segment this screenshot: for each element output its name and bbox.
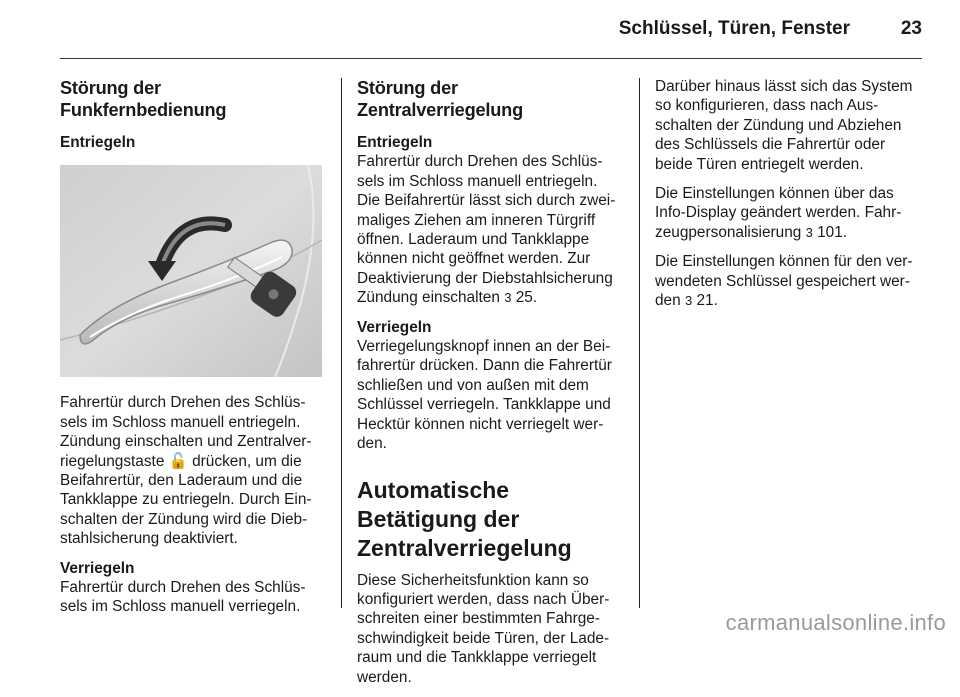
door-handle-key-illustration: [60, 165, 322, 377]
reference-arrow-icon: 3: [684, 293, 693, 309]
page-number: 23: [900, 18, 922, 39]
page-header-title: Schlüssel, Türen, Fenster: [618, 18, 850, 39]
paragraph-system-config: Darüber hinaus lässt sich das System so konfigurieren, dass nach Ausschalten der Zündung und Abziehen des Schlüssels die Fahrertür oder beide Türen entriegelt werden.: [655, 78, 913, 173]
reference-arrow-icon: 3: [504, 290, 512, 306]
column-divider: [639, 78, 640, 608]
reference-arrow-icon: 3: [805, 224, 813, 240]
paragraph-central-lock: Verriegelungsknopf innen an der Beifahrertür drücken. Dann die Fahrertür schließen und von außen mit dem Schlüssel verriegeln. Tankklappe und Hecktür können nicht verriegelt werden.: [357, 338, 612, 453]
subheading-entriegeln: Entriegeln: [60, 134, 136, 151]
section-heading-automatic: Automatische Betätigung der Zentralverriegelung: [357, 476, 572, 561]
subheading-verriegeln: Verriegeln: [357, 318, 432, 336]
page-reference-link[interactable]: 101.: [817, 223, 848, 241]
column-3: [655, 77, 923, 320]
paragraph-central-unlock: Fahrertür durch Drehen des Schlüssels im Schloss manuell entriegeln. Die Beifahrertür lässt sich durch zweimaliges Ziehen am inneren Türgriff öffnen. Laderaum und Tankklappe können nicht geöffnet werden. Zur Deaktivierung der Diebstahlsicherung Zündung einschalten 3 25.: [357, 153, 616, 307]
page-reference-link[interactable]: 25.: [515, 289, 538, 307]
unlock-icon: 🔓: [168, 452, 188, 470]
watermark: carmanualsonline.info: [725, 610, 946, 635]
header-rule: [60, 58, 922, 59]
section-heading: Störung der Zentralverriegelung: [357, 78, 523, 120]
column-1: [60, 77, 326, 627]
paragraph-remote-unlock: Fahrertür durch Drehen des Schlüssels im Schloss manuell entriegeln. Zündung einschalten und Zentralverriegelungstaste 🔓 drücken, um die Beifahrertür, den Laderaum und die Tankklappe zu entriegeln. Durch Einschalten der Zündung wird die Diebstahlsicherung deaktiviert.: [60, 394, 312, 548]
column-2: [357, 77, 624, 697]
page-reference-link[interactable]: 21.: [696, 292, 718, 310]
column-divider: [341, 78, 342, 608]
paragraph-auto-lock: Diese Sicherheitsfunktion kann so konfiguriert werden, dass nach Überschreiten einer bestimmten Fahrgeschwindigkeit beide Türen, der Laderaum und die Tankklappe verriegelt werden.: [357, 571, 610, 686]
section-heading: Störung der Funkfernbedienung: [60, 78, 227, 120]
paragraph-info-display: Die Einstellungen können über das Info-Display geändert werden. Fahrzeugpersonalisierung 3 101.: [655, 185, 902, 241]
subheading-entriegeln: Entriegeln: [357, 134, 433, 151]
paragraph-key-settings: Die Einstellungen können für den verwendeten Schlüssel gespeichert werden 3 21.: [655, 253, 913, 310]
subheading-verriegeln: Verriegeln: [60, 559, 135, 577]
paragraph-lock: Fahrertür durch Drehen des Schlüssels im Schloss manuell verriegeln.: [60, 579, 306, 616]
